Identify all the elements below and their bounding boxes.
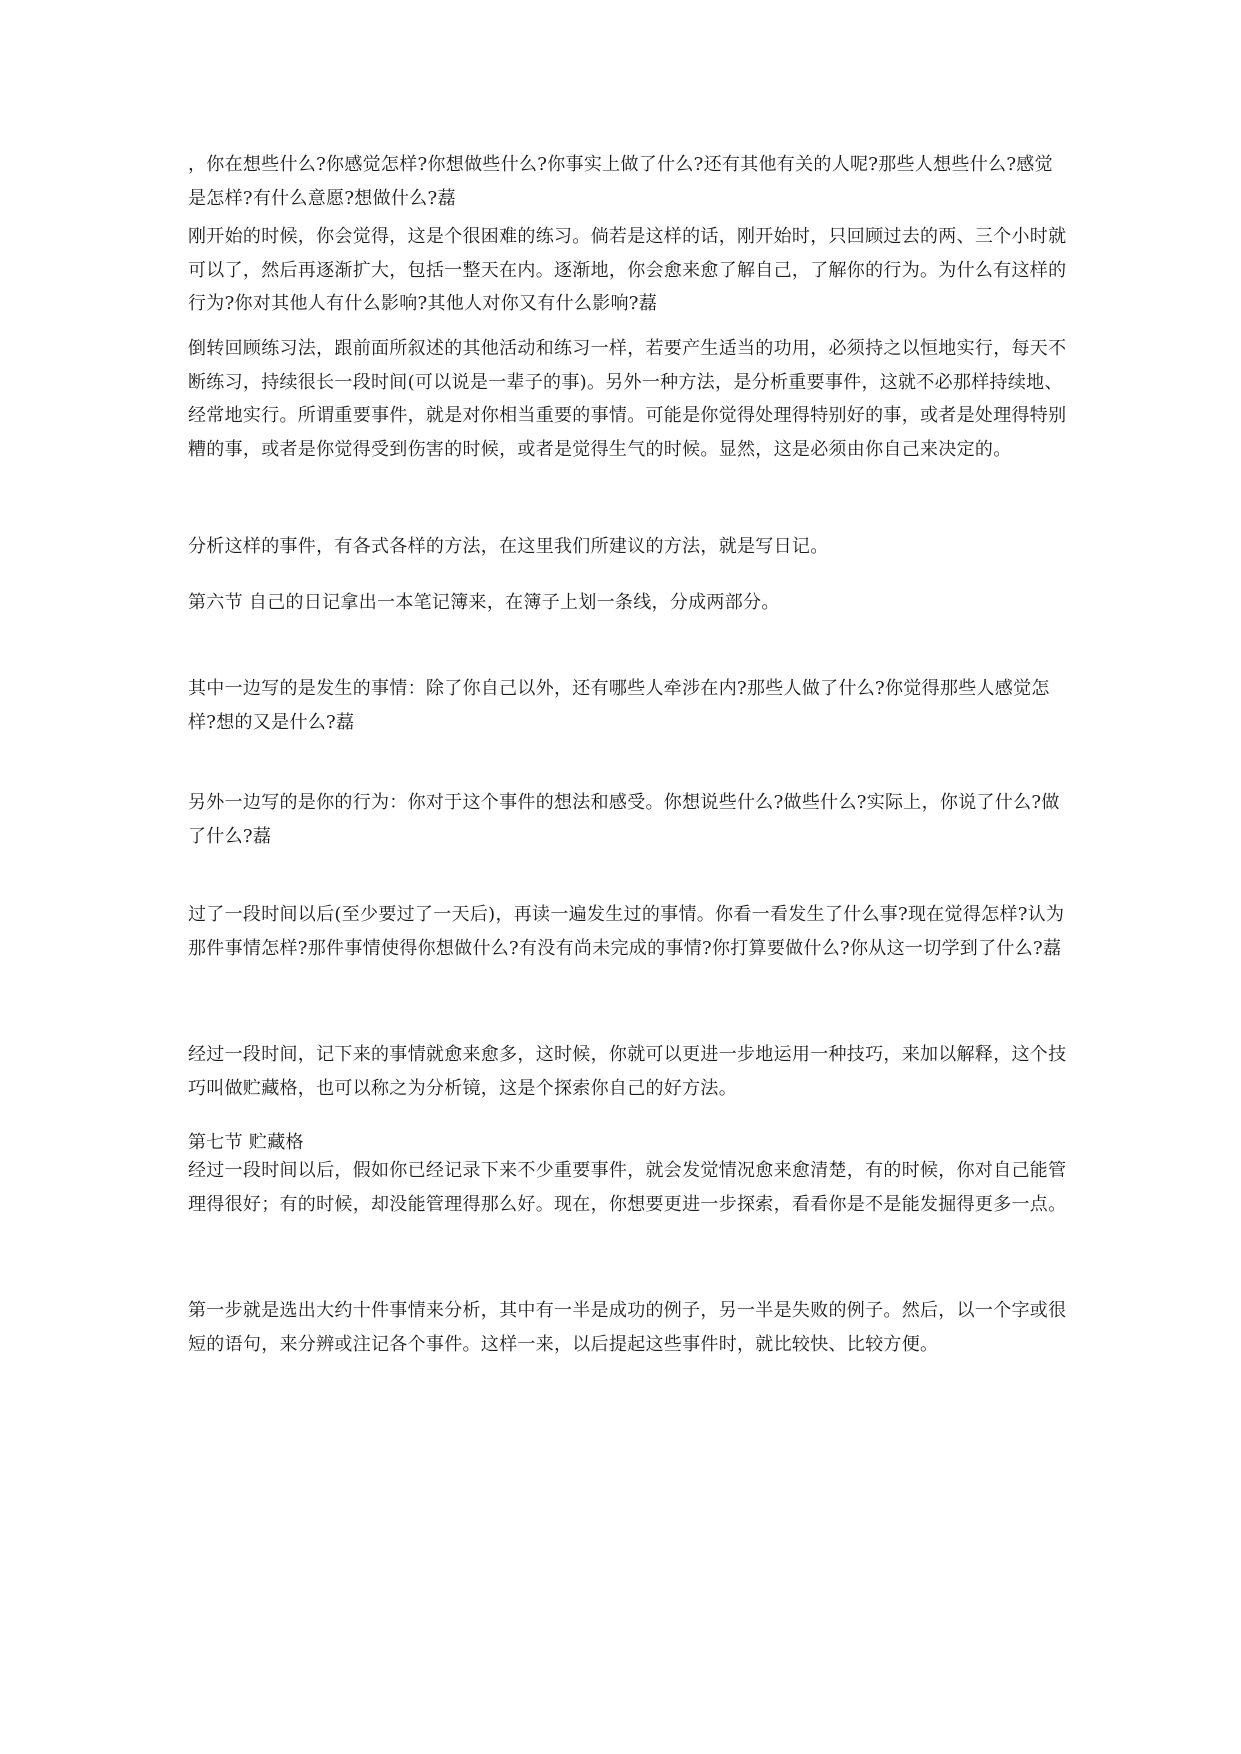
paragraph-reverse-review: 倒转回顾练习法，跟前面所叙述的其他活动和练习一样，若要产生适当的功用，必须持之以恒地实行，每天不断练习，持续很长一段时间(可以说是一辈子的事)。另外一种方法，是分析重要事件，这就不必那样持续地、经常地实行。所谓重要事件，就是对你相当重要的事情。可能是你觉得处理得特别好的事，或者是处理得特别糟的事，或者是你觉得受到伤害的时候，或者是觉得生气的时候。显然，这是必须由你自己来决定的。: [188, 338, 1067, 460]
paragraph-other-side-behavior: 另外一边写的是你的行为：你对于这个事件的想法和感受。你想说些什么?做些什么?实际上，你说了什么?做了什么?藞: [188, 792, 1060, 847]
paragraph-one-side-events: 其中一边写的是发生的事情：除了你自己以外，还有哪些人牵涉在内?那些人做了什么?你觉得那些人感觉怎样?想的又是什么?藞: [188, 678, 1050, 733]
paragraph-first-step: 第一步就是选出大约十件事情来分析，其中有一半是成功的例子，另一半是失败的例子。然后，以一个字或很短的语句，来分辨或注记各个事件。这样一来，以后提起这些事件时，就比较快、比较方便。: [188, 1300, 1067, 1355]
paragraph-beginning-practice: 刚开始的时候，你会觉得，这是个很困难的练习。倘若是这样的话，刚开始时，只回顾过去的两、三个小时就可以了，然后再逐渐扩大，包括一整天在内。逐渐地，你会愈来愈了解自己，了解你的行为。为什么有这样的行为?你对其他人有什么影响?其他人对你又有什么影响?藞: [188, 226, 1067, 314]
paragraph-reflection-questions: ，你在想些什么?你感觉怎样?你想做些什么?你事实上做了什么?还有其他有关的人呢?那些人想些什么?感觉是怎样?有什么意愿?想做什么?藞: [188, 154, 1053, 209]
paragraph-reread-events: 过了一段时间以后(至少要过了一天后)，再读一遍发生过的事情。你看一看发生了什么事?现在觉得怎样?认为那件事情怎样?那件事情使得你想做什么?有没有尚未完成的事情?你打算要做什么?你从这一切学到了什么?藞: [188, 904, 1065, 959]
section-heading-seven: 第七节 贮藏格: [188, 1132, 304, 1153]
section-heading-six: 第六节 自己的日记拿出一本笔记簿来，在簿子上划一条线，分成两部分。: [188, 592, 780, 613]
paragraph-storage-grid-intro: 经过一段时间，记下来的事情就愈来愈多，这时候，你就可以更进一步地运用一种技巧，来加以解释，这个技巧叫做贮藏格，也可以称之为分析镜，这是个探索你自己的好方法。: [188, 1044, 1067, 1099]
paragraph-further-exploration: 经过一段时间以后，假如你已经记录下来不少重要事件，就会发觉情况愈来愈清楚，有的时候，你对自己能管理得很好；有的时候，却没能管理得那么好。现在，你想要更进一步探索，看看你是不是能发掘得更多一点。: [188, 1160, 1067, 1215]
paragraph-diary-method: 分析这样的事件，有各式各样的方法，在这里我们所建议的方法，就是写日记。: [188, 536, 829, 557]
